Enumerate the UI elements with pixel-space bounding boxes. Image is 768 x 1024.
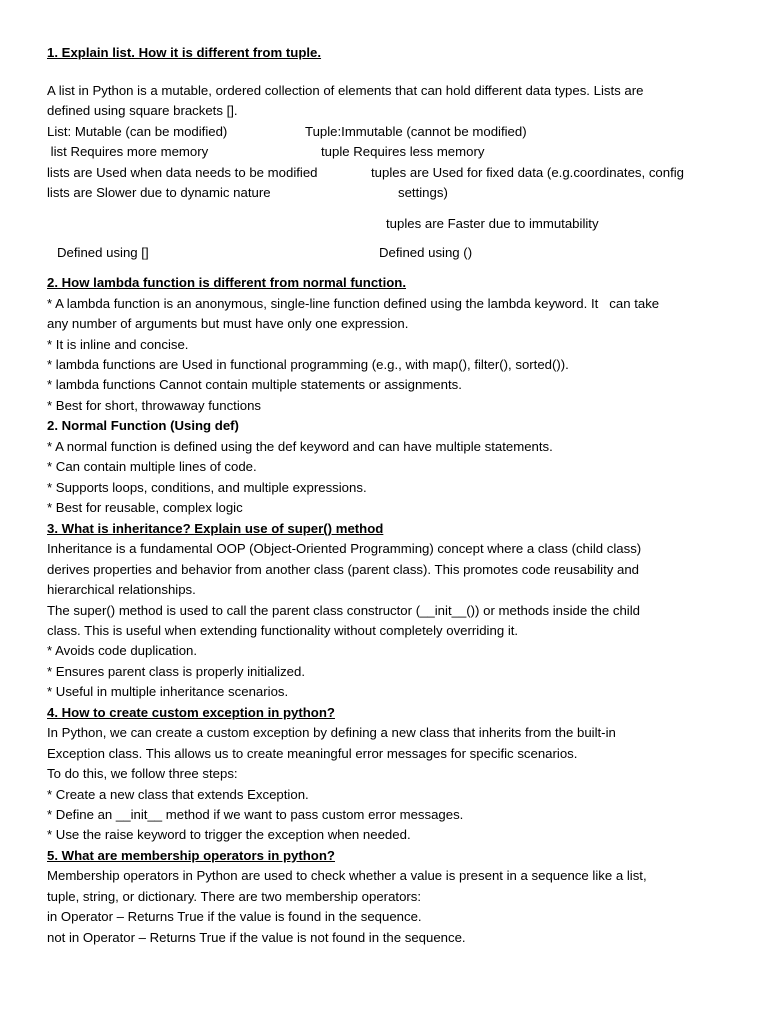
q4-line-3: To do this, we follow three steps: [47,766,238,781]
q3-line-8: * Useful in multiple inheritance scenarios. [47,684,289,699]
q3-line-3: hierarchical relationships. [47,582,196,597]
q4-line-2: Exception class. This allows us to create meaningful error messages for specific scenarios. [47,746,578,761]
q5-heading: 5. What are membership operators in python? [47,848,335,863]
q2-line-3: * It is inline and concise. [47,337,189,352]
q2-normal-line-3: * Supports loops, conditions, and multiple expressions. [47,480,367,495]
q2-normal-line-2: * Can contain multiple lines of code. [47,459,257,474]
q5-line-3: in Operator – Returns True if the value is found in the sequence. [47,909,422,924]
q3-line-7: * Ensures parent class is properly initialized. [47,664,306,679]
q4-line-4: * Create a new class that extends Exception. [47,787,309,802]
q1-compare-list-2: list Requires more memory [47,144,209,159]
q1-defined-tuple: Defined using () [379,245,473,260]
q1-tuple-faster: tuples are Faster due to immutability [386,216,599,231]
q1-intro-line-1: A list in Python is a mutable, ordered collection of elements that can hold different data types. Lists are [47,83,644,98]
q3-heading: 3. What is inheritance? Explain use of super() method [47,521,384,536]
q1-compare-tuple-3: tuples are Used for fixed data (e.g.coordinates, config [371,165,685,180]
q1-compare-list-3: lists are Used when data needs to be modified [47,165,318,180]
q1-compare-list-4: lists are Slower due to dynamic nature [47,185,271,200]
q1-intro-line-2: defined using square brackets []. [47,103,238,118]
q1-defined-list: Defined using [] [57,245,149,260]
q1-compare-list-1: List: Mutable (can be modified) [47,124,228,139]
q5-line-4: not in Operator – Returns True if the value is not found in the sequence. [47,930,466,945]
q2-line-4: * lambda functions are Used in functional programming (e.g., with map(), filter(), sorted()). [47,357,569,372]
q4-heading: 4. How to create custom exception in python? [47,705,335,720]
q2-line-5: * lambda functions Cannot contain multiple statements or assignments. [47,377,462,392]
q1-heading: 1. Explain list. How it is different from tuple. [47,45,322,60]
q2-subheading: 2. Normal Function (Using def) [47,418,239,433]
q4-line-6: * Use the raise keyword to trigger the exception when needed. [47,827,411,842]
q5-line-1: Membership operators in Python are used to check whether a value is present in a sequence like a list, [47,868,647,883]
q2-line-2: any number of arguments but must have only one expression. [47,316,409,331]
q2-line-6: * Best for short, throwaway functions [47,398,262,413]
q2-line-1: * A lambda function is an anonymous, single-line function defined using the lambda keyword. It can take [47,296,660,311]
q2-normal-line-1: * A normal function is defined using the def keyword and can have multiple statements. [47,439,553,454]
q3-line-6: * Avoids code duplication. [47,643,198,658]
q4-line-5: * Define an __init__ method if we want to pass custom error messages. [47,807,464,822]
q4-line-1: In Python, we can create a custom exception by defining a new class that inherits from the built-in [47,725,616,740]
q1-compare-tuple-4: settings) [398,185,448,200]
q1-compare-tuple-1: Tuple:Immutable (cannot be modified) [305,124,527,139]
q2-normal-line-4: * Best for reusable, complex logic [47,500,243,515]
q3-line-1: Inheritance is a fundamental OOP (Object-Oriented Programming) concept where a class (child class) [47,541,642,556]
q1-compare-tuple-2: tuple Requires less memory [321,144,485,159]
q2-heading: 2. How lambda function is different from normal function. [47,275,407,290]
q3-line-5: class. This is useful when extending functionality without completely overriding it. [47,623,519,638]
q5-line-2: tuple, string, or dictionary. There are two membership operators: [47,889,422,904]
q3-line-2: derives properties and behavior from another class (parent class). This promotes code reusability and [47,562,640,577]
q3-line-4: The super() method is used to call the parent class constructor (__init__()) or methods inside the child [47,603,640,618]
